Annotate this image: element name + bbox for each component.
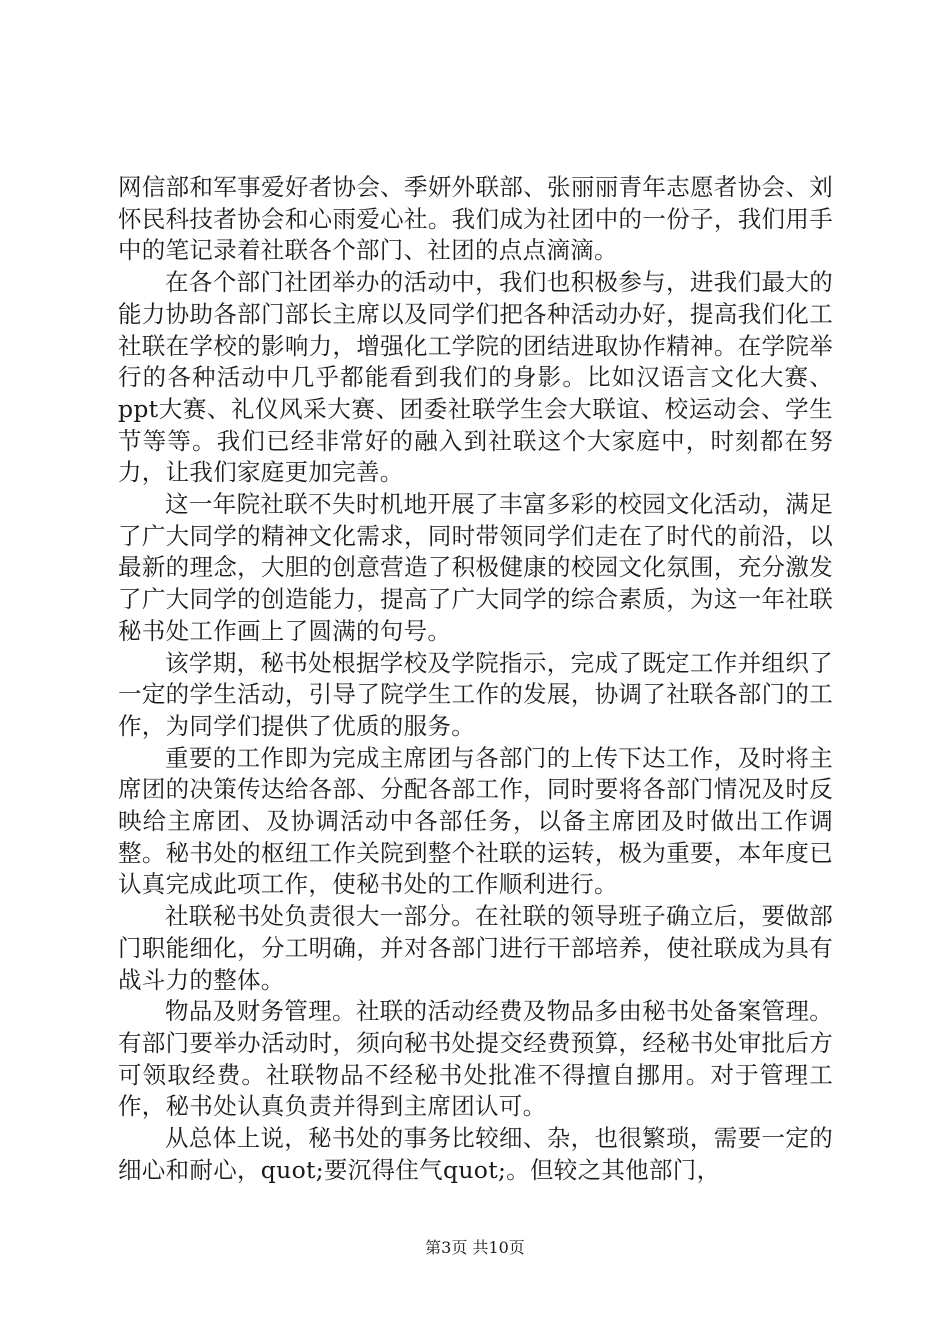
page-number-footer: 第3页 共10页 — [425, 1238, 525, 1257]
paragraph-6: 社联秘书处负责很大一部分。在社联的领导班子确立后，要做部门职能细化，分工明确，并对各部门进行干部培养，使社联成为具有战斗力的整体。 — [118, 902, 833, 994]
paragraph-8: 从总体上说，秘书处的事务比较细、杂，也很繁琐，需要一定的细心和耐心，quot;要沉得住气quot;。但较之其他部门， — [118, 1124, 833, 1184]
body-text — [118, 172, 833, 1187]
paragraph-5: 重要的工作即为完成主席团与各部门的上传下达工作，及时将主席团的决策传达给各部、分配各部工作，同时要将各部门情况及时反映给主席团、及协调活动中各部任务，以备主席团及时做出工作调整。秘书处的枢纽工作关院到整个社联的运转，极为重要，本年度已认真完成此项工作，使秘书处的工作顺利进行。 — [118, 743, 833, 899]
paragraph-2: 在各个部门社团举办的活动中，我们也积极参与，进我们最大的能力协助各部门部长主席以及同学们把各种活动办好，提高我们化工社联在学校的影响力，增强化工学院的团结进取协作精神。在学院举行的各种活动中几乎都能看到我们的身影。比如汉语言文化大赛、ppt大赛、礼仪风采大赛、团委社联学生会大联谊、校运动会、学生节等等。我们已经非常好的融入到社联这个大家庭中，时刻都在努力，让我们家庭更加完善。 — [118, 268, 833, 487]
paragraph-7: 物品及财务管理。社联的活动经费及物品多由秘书处备案管理。有部门要举办活动时，须向秘书处提交经费预算，经秘书处审批后方可领取经费。社联物品不经秘书处批准不得擅自挪用。对于管理工作，秘书处认真负责并得到主席团认可。 — [118, 997, 833, 1121]
paragraph-3: 这一年院社联不失时机地开展了丰富多彩的校园文化活动，满足了广大同学的精神文化需求，同时带领同学们走在了时代的前沿，以最新的理念，大胆的创意营造了积极健康的校园文化氛围，充分激发了广大同学的创造能力，提高了广大同学的综合素质，为这一年社联秘书处工作画上了圆满的句号。 — [118, 490, 833, 645]
paragraph-1: 网信部和军事爱好者协会、季妍外联部、张丽丽青年志愿者协会、刘怀民科技者协会和心雨爱心社。我们成为社团中的一份子，我们用手中的笔记录着社联各个部门、社团的点点滴滴。 — [118, 173, 833, 265]
paragraph-4: 该学期，秘书处根据学校及学院指示，完成了既定工作并组织了一定的学生活动，引导了院学生工作的发展，协调了社联各部门的工作，为同学们提供了优质的服务。 — [118, 648, 833, 740]
